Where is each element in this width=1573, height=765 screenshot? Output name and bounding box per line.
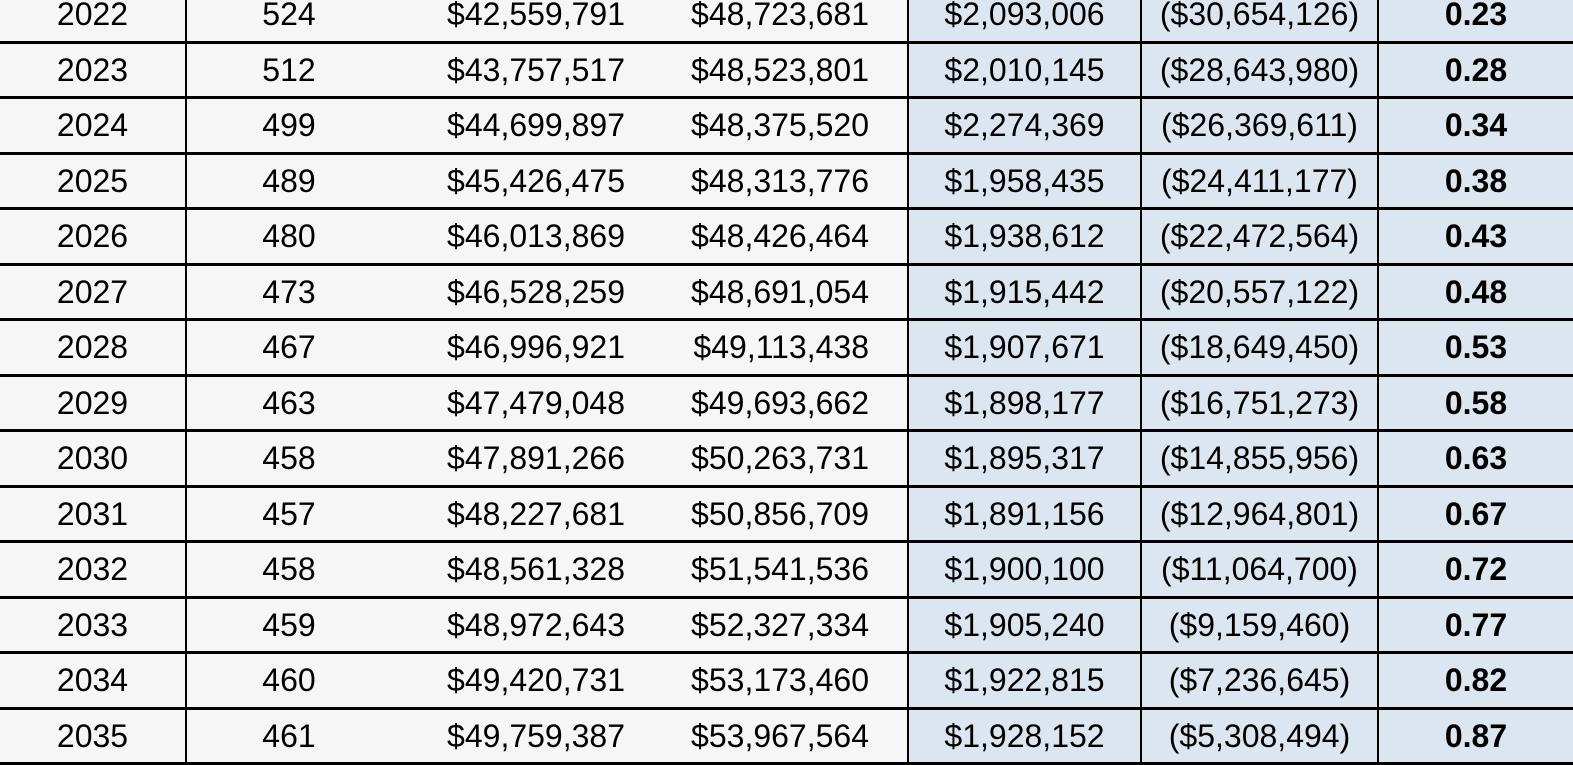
expenditure-cell: $48,523,801 [673,42,908,98]
table-row [0,431,1573,487]
annual-amount-cell: $1,928,152 [908,708,1141,764]
fund-balance-cell: ($18,649,450) [1141,320,1378,376]
year-cell: 2033 [0,597,186,653]
fund-balance-cell: ($28,643,980) [1141,42,1378,98]
revenue-cell: $46,996,921 [391,320,673,376]
enrollment-cell: 480 [186,209,391,265]
fund-balance-cell: ($12,964,801) [1141,486,1378,542]
year-cell: 2035 [0,708,186,764]
ratio-cell: 0.87 [1378,708,1573,764]
revenue-cell: $43,757,517 [391,42,673,98]
enrollment-cell: 524 [186,0,391,42]
enrollment-cell: 458 [186,431,391,487]
year-cell: 2022 [0,0,186,42]
enrollment-cell: 463 [186,375,391,431]
ratio-cell: 0.53 [1378,320,1573,376]
ratio-cell: 0.82 [1378,653,1573,709]
expenditure-cell: $50,856,709 [673,486,908,542]
enrollment-cell: 459 [186,597,391,653]
revenue-cell: $47,479,048 [391,375,673,431]
enrollment-cell: 467 [186,320,391,376]
enrollment-cell: 499 [186,98,391,154]
fund-balance-cell: ($5,308,494) [1141,708,1378,764]
table-row [0,653,1573,709]
year-cell: 2025 [0,153,186,209]
revenue-cell: $45,426,475 [391,153,673,209]
ratio-cell: 0.63 [1378,431,1573,487]
enrollment-cell: 489 [186,153,391,209]
table-row [0,708,1573,764]
annual-amount-cell: $1,891,156 [908,486,1141,542]
table-row [0,597,1573,653]
expenditure-cell: $48,426,464 [673,209,908,265]
fund-balance-cell: ($30,654,126) [1141,0,1378,42]
expenditure-cell: $53,967,564 [673,708,908,764]
table-row [0,98,1573,154]
year-cell: 2024 [0,98,186,154]
expenditure-cell: $49,693,662 [673,375,908,431]
revenue-cell: $46,528,259 [391,264,673,320]
enrollment-cell: 457 [186,486,391,542]
fund-balance-cell: ($16,751,273) [1141,375,1378,431]
expenditure-cell: $53,173,460 [673,653,908,709]
enrollment-cell: 460 [186,653,391,709]
fund-balance-cell: ($9,159,460) [1141,597,1378,653]
revenue-cell: $42,559,791 [391,0,673,42]
ratio-cell: 0.58 [1378,375,1573,431]
table-row [0,486,1573,542]
year-cell: 2023 [0,42,186,98]
fund-balance-cell: ($11,064,700) [1141,542,1378,598]
year-cell: 2026 [0,209,186,265]
annual-amount-cell: $1,958,435 [908,153,1141,209]
expenditure-cell: $52,327,334 [673,597,908,653]
table-row [0,0,1573,42]
annual-amount-cell: $2,093,006 [908,0,1141,42]
ratio-cell: 0.67 [1378,486,1573,542]
table-row [0,42,1573,98]
ratio-cell: 0.23 [1378,0,1573,42]
revenue-cell: $46,013,869 [391,209,673,265]
ratio-cell: 0.48 [1378,264,1573,320]
expenditure-cell: $49,113,438 [673,320,908,376]
year-cell: 2031 [0,486,186,542]
revenue-cell: $48,561,328 [391,542,673,598]
table-row [0,320,1573,376]
revenue-cell: $44,699,897 [391,98,673,154]
expenditure-cell: $50,263,731 [673,431,908,487]
annual-amount-cell: $1,900,100 [908,542,1141,598]
table-row [0,153,1573,209]
ratio-cell: 0.43 [1378,209,1573,265]
fund-balance-cell: ($24,411,177) [1141,153,1378,209]
annual-amount-cell: $2,274,369 [908,98,1141,154]
enrollment-cell: 461 [186,708,391,764]
enrollment-cell: 473 [186,264,391,320]
annual-amount-cell: $1,922,815 [908,653,1141,709]
expenditure-cell: $48,691,054 [673,264,908,320]
annual-amount-cell: $1,938,612 [908,209,1141,265]
table-row [0,209,1573,265]
annual-amount-cell: $1,898,177 [908,375,1141,431]
fund-balance-cell: ($7,236,645) [1141,653,1378,709]
revenue-cell: $48,972,643 [391,597,673,653]
year-cell: 2027 [0,264,186,320]
annual-amount-cell: $1,905,240 [908,597,1141,653]
revenue-cell: $48,227,681 [391,486,673,542]
annual-amount-cell: $1,907,671 [908,320,1141,376]
year-cell: 2032 [0,542,186,598]
fund-balance-cell: ($14,855,956) [1141,431,1378,487]
fund-balance-cell: ($22,472,564) [1141,209,1378,265]
expenditure-cell: $48,313,776 [673,153,908,209]
year-cell: 2030 [0,431,186,487]
annual-amount-cell: $1,895,317 [908,431,1141,487]
ratio-cell: 0.28 [1378,42,1573,98]
ratio-cell: 0.38 [1378,153,1573,209]
fund-balance-cell: ($20,557,122) [1141,264,1378,320]
table-row [0,542,1573,598]
expenditure-cell: $51,541,536 [673,542,908,598]
expenditure-cell: $48,723,681 [673,0,908,42]
revenue-cell: $49,759,387 [391,708,673,764]
year-cell: 2034 [0,653,186,709]
ratio-cell: 0.72 [1378,542,1573,598]
revenue-cell: $47,891,266 [391,431,673,487]
expenditure-cell: $48,375,520 [673,98,908,154]
ratio-cell: 0.34 [1378,98,1573,154]
table-row [0,264,1573,320]
enrollment-cell: 512 [186,42,391,98]
ratio-cell: 0.77 [1378,597,1573,653]
annual-amount-cell: $1,915,442 [908,264,1141,320]
revenue-cell: $49,420,731 [391,653,673,709]
fund-balance-cell: ($26,369,611) [1141,98,1378,154]
enrollment-cell: 458 [186,542,391,598]
year-cell: 2028 [0,320,186,376]
table-row [0,375,1573,431]
annual-amount-cell: $2,010,145 [908,42,1141,98]
year-cell: 2029 [0,375,186,431]
